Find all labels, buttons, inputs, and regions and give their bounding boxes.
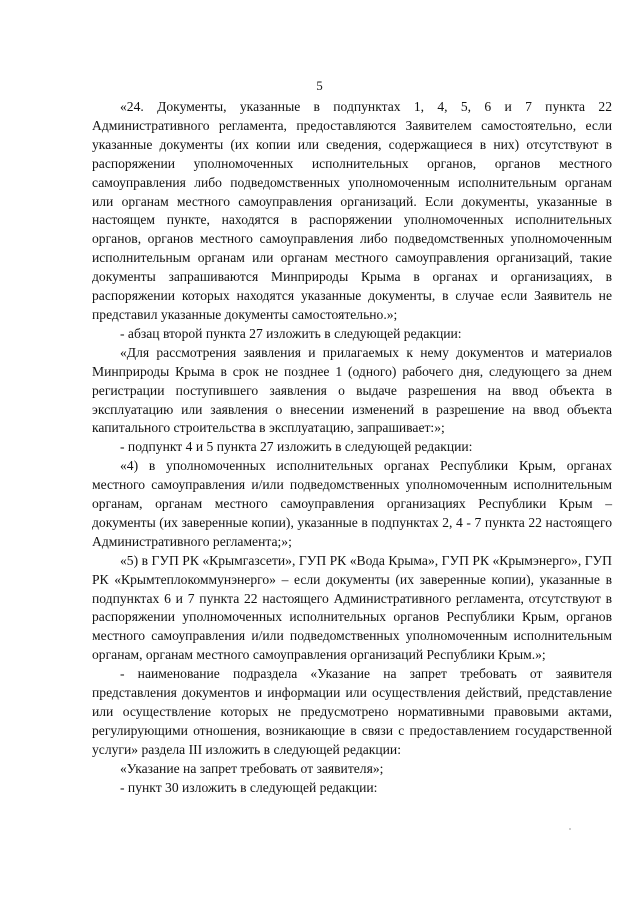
paragraph-amend-27-sub-4-5: - подпункт 4 и 5 пункта 27 изложить в следующей редакции:	[120, 439, 473, 455]
scan-speck	[569, 828, 571, 830]
paragraph-amend-subsection-title: - наименование подраздела «Указание на запрет требовать от заявителя представления документов и информации или осуществления действий, представление или осуществление которых не предусмотрено нормативными правовыми актами, регулирующими отношения, возникающие в связи с предоставлением государственной услуги» раздела III изложить в следующей редакции:	[92, 666, 612, 757]
page-number: 5	[316, 78, 323, 93]
paragraph-item-24: «24. Документы, указанные в подпунктах 1, 4, 5, 6 и 7 пункта 22 Административного регламента, предоставляются Заявителем самостоятельно, если указанные документы (их копии или сведения, содержащиеся в них) отсутствуют в распоряжении уполномоченных исполнительных органов, органов местного самоуправления либо подведомственных уполномоченным исполнительным органам или органам местного самоуправления организаций. Если документы, указанные в настоящем пункте, находятся в распоряжении уполномоченных исполнительных органов, органов местного самоуправления либо подведомственных уполномоченным исполнительным органам или органам местного самоуправления организаций, такие документы запрашиваются Минприроды Крыма в органах и организациях, в распоряжении которых находятся указанные документы, в случае если Заявитель не представил указанные документы самостоятельно.»;	[92, 99, 612, 322]
document-body	[92, 98, 612, 798]
paragraph-item-27-text: «Для рассмотрения заявления и прилагаемых к нему документов и материалов Минприроды Крыма в срок не позднее 1 (одного) рабочего дня, следующего за днем регистрации поступившего заявления о выдаче разрешения на ввод объекта в эксплуатацию или заявления о внесении изменений в разрешение на ввод объекта капитального строительства в эксплуатацию, запрашивает:»;	[92, 344, 612, 436]
paragraph-amend-27-second: - абзац второй пункта 27 изложить в следующей редакции:	[120, 325, 462, 341]
paragraph-sub-5: «5) в ГУП РК «Крымгазсети», ГУП РК «Вода Крыма», ГУП РК «Крымэнерго», ГУП РК «Крымтеплокоммунэнерго» – если документы (их заверенные копии), указанные в подпунктах 6 и 7 пункта 22 настоящего Административного регламента, отсутствуют в распоряжении уполномоченных исполнительных органов Республики Крым, органов местного самоуправления и/или подведомственных уполномоченным исполнительным органам, органам местного самоуправления организаций Республики Крым.»;	[92, 552, 612, 663]
paragraph-amend-item-30: - пункт 30 изложить в следующей редакции:	[120, 779, 378, 795]
paragraph-sub-4: «4) в уполномоченных исполнительных органах Республики Крым, органах местного самоуправления и/или подведомственных уполномоченным исполнительным органам, органам местного самоуправления организациях Республики Крым – документы (их заверенные копии), указанные в подпунктах 2, 4 - 7 пункта 22 настоящего Административного регламента;»;	[92, 458, 612, 549]
paragraph-subsection-title: «Указание на запрет требовать от заявителя»;	[120, 760, 384, 776]
